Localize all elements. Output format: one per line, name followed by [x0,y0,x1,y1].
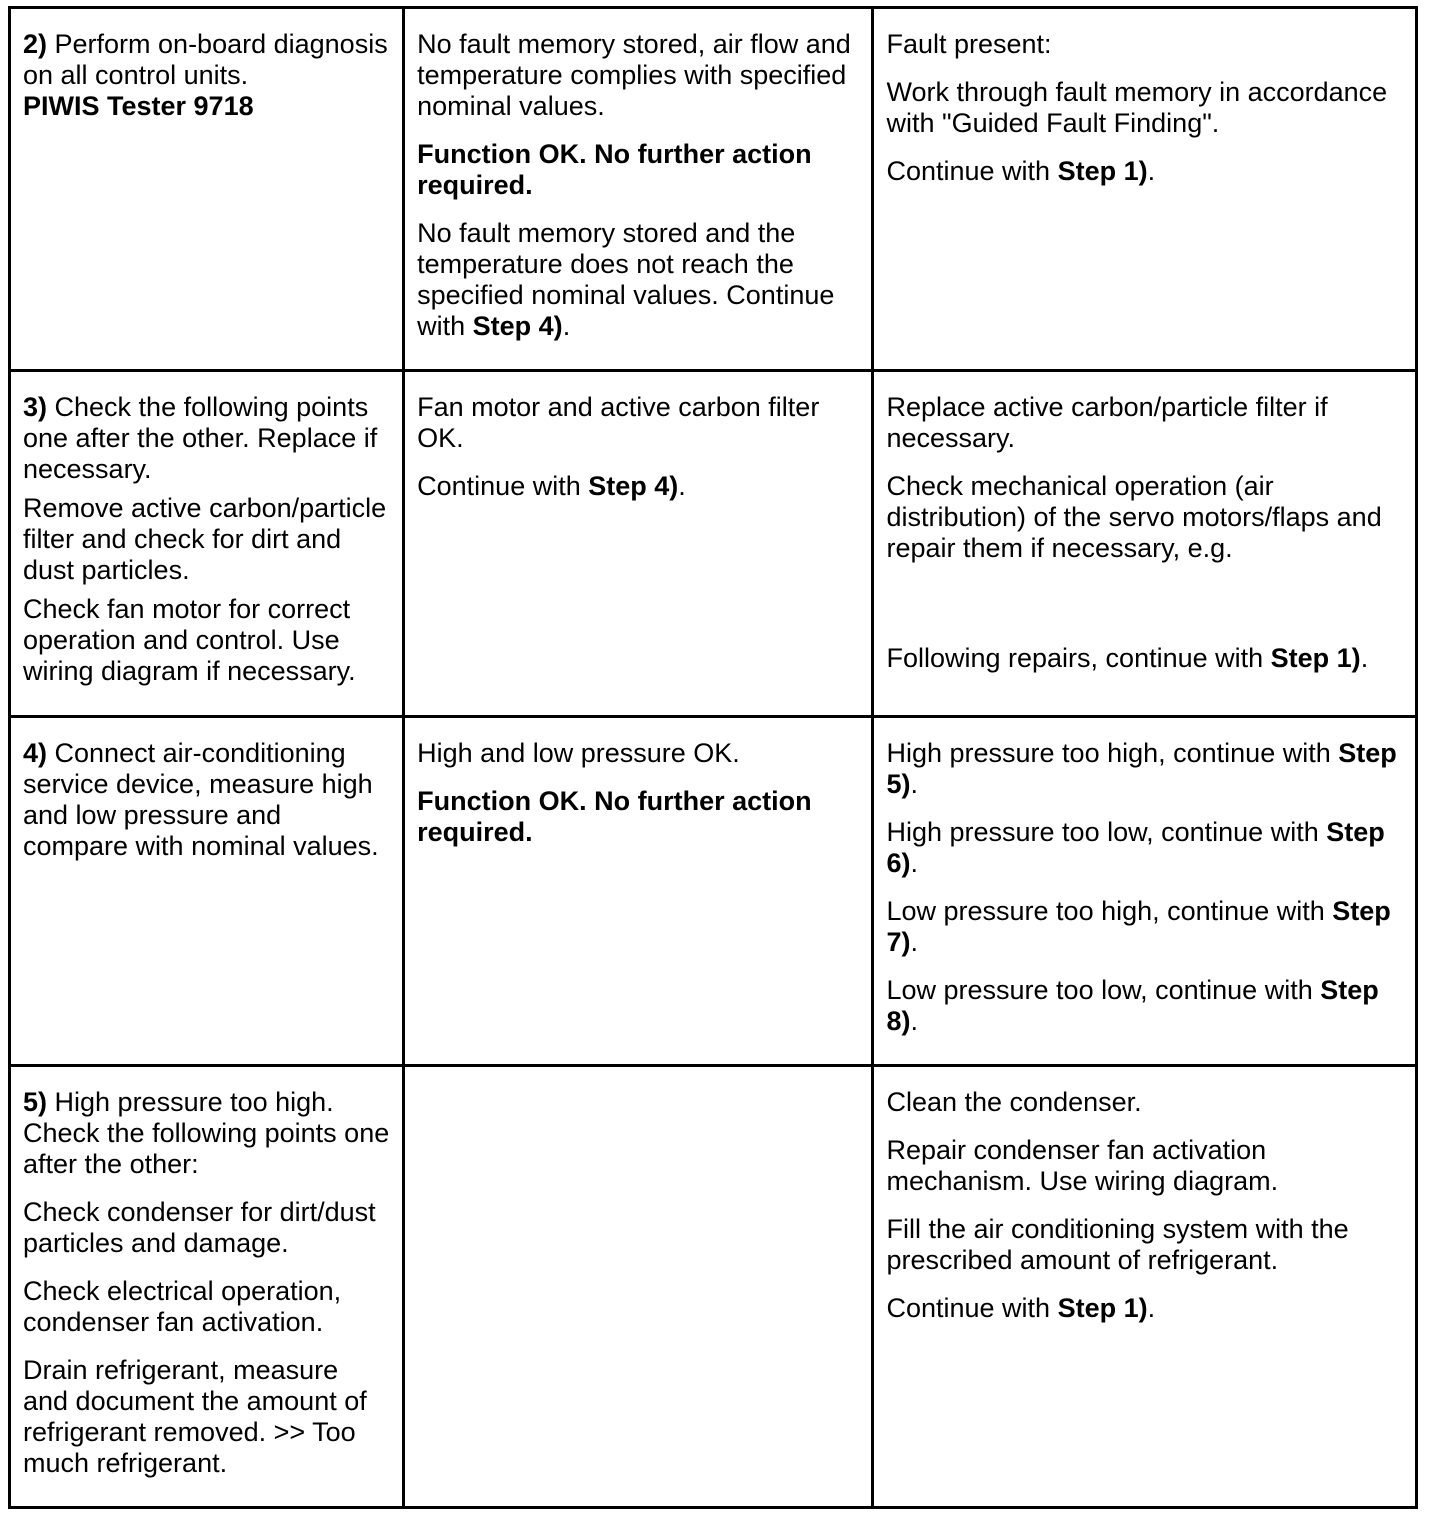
action-cell [873,1066,1417,1508]
tool-name: PIWIS Tester 9718 [23,91,254,121]
step-number: 3) [23,392,48,422]
step-reference: Step 5) [886,738,1397,799]
step-reference: Step 8) [886,975,1379,1036]
step-number: 4) [23,738,48,768]
step-instruction: Remove active carbon/particle filter and check for dirt and dust particles. [23,493,387,585]
step-reference: Step 7) [886,896,1391,957]
step-cell [10,1066,404,1508]
result-text: No fault memory stored and the temperature does not reach the specified nominal values. Continue with Step 4). [417,218,835,341]
action-cell [873,371,1417,717]
step-description: 5) High pressure too high. Check the following points one after the other: [23,1087,390,1179]
step-description: 4) Connect air-conditioning service device, measure high and low pressure and compare with nominal values. [23,738,379,861]
result-conclusion: Function OK. No further action required. [417,139,812,200]
action-text: Following repairs, continue with Step 1). [886,643,1369,673]
table-row [10,371,1417,717]
action-text: High pressure too high, continue with Step 5). [886,738,1397,799]
table-row [10,8,1417,371]
result-text: Continue with Step 4). [417,471,686,501]
action-text: High pressure too low, continue with Step 6). [886,817,1385,878]
result-text: High and low pressure OK. [417,738,740,768]
action-cell [873,8,1417,371]
action-text: Clean the condenser. [886,1087,1142,1117]
step-description: 2) Perform on-board diagnosis on all control units. PIWIS Tester 9718 [23,29,388,121]
step-reference: Step 1) [1057,156,1148,186]
action-text: Low pressure too low, continue with Step 8). [886,975,1379,1036]
action-text: Fault present: [886,29,1052,59]
result-ok-cell [404,717,873,1066]
result-ok-cell [404,8,873,371]
result-text: No fault memory stored, air flow and temperature complies with specified nominal values. [417,29,851,121]
result-text: Fan motor and active carbon filter OK. [417,392,820,453]
step-number: 2) [23,29,48,59]
step-number: 5) [23,1087,48,1117]
result-ok-cell [404,1066,873,1508]
result-ok-cell [404,371,873,717]
table-row [10,1066,1417,1508]
step-instruction: Check condenser for dirt/dust particles and damage. [23,1197,376,1258]
action-text: Check mechanical operation (air distribution) of the servo motors/flaps and repair them if necessary, e.g. [886,471,1382,563]
action-cell [873,717,1417,1066]
diagnosis-table [8,6,1418,1509]
step-description: 3) Check the following points one after the other. Replace if necessary. [23,392,378,484]
action-text: Low pressure too high, continue with Step 7). [886,896,1391,957]
spacer [886,581,1403,643]
action-text: Replace active carbon/particle filter if necessary. [886,392,1328,453]
action-text: Continue with Step 1). [886,156,1156,186]
step-reference: Step 1) [1057,1293,1148,1323]
step-cell [10,371,404,717]
result-conclusion: Function OK. No further action required. [417,786,812,847]
action-text: Repair condenser fan activation mechanism. Use wiring diagram. [886,1135,1279,1196]
step-reference: Step 4) [472,311,563,341]
step-instruction: Check electrical operation, condenser fan activation. [23,1276,342,1337]
action-text: Fill the air conditioning system with the prescribed amount of refrigerant. [886,1214,1349,1275]
step-cell [10,8,404,371]
step-reference: Step 1) [1270,643,1361,673]
step-cell [10,717,404,1066]
step-instruction: Check fan motor for correct operation and control. Use wiring diagram if necessary. [23,594,356,686]
table-row [10,717,1417,1066]
step-reference: Step 6) [886,817,1385,878]
action-text: Work through fault memory in accordance with "Guided Fault Finding". [886,77,1388,138]
action-text: Continue with Step 1). [886,1293,1156,1323]
step-instruction: Drain refrigerant, measure and document the amount of refrigerant removed. >> Too much refrigerant. [23,1355,367,1478]
step-reference: Step 4) [588,471,679,501]
